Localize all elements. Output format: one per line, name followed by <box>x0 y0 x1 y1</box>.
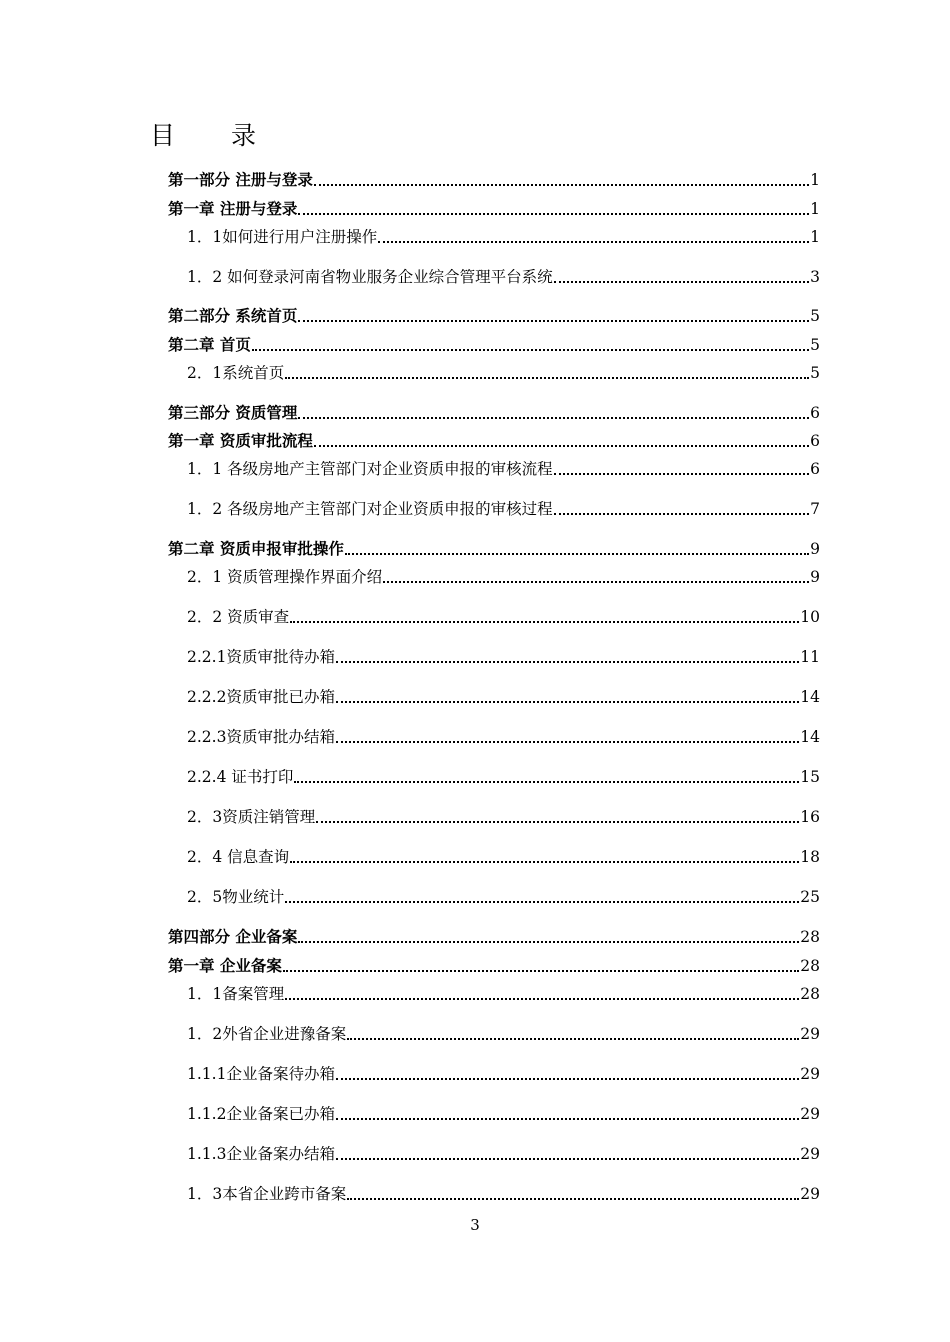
toc-entry[interactable] <box>187 265 820 289</box>
toc-entry-label: 第四部分 企业备案 <box>168 927 298 946</box>
toc-entry[interactable] <box>168 304 820 328</box>
toc-entry-label: 第二部分 系统首页 <box>168 306 298 325</box>
toc-entry[interactable] <box>187 845 820 869</box>
toc-dot-leader <box>383 580 809 583</box>
page-number: 3 <box>470 1216 480 1234</box>
toc-entry[interactable] <box>168 429 820 453</box>
toc-dot-leader <box>347 1197 799 1200</box>
toc-entry[interactable] <box>187 885 820 909</box>
toc-entry-label: 2．3资质注销管理 <box>187 808 316 826</box>
toc-entry-label: 2.2.2资质审批已办箱 <box>187 688 335 706</box>
toc-entry-label: 2.2.4 证书打印 <box>187 768 294 786</box>
toc-entry-page-number: 28 <box>800 985 820 1003</box>
toc-entry-page-number: 29 <box>800 1025 820 1043</box>
toc-entry-page-number: 14 <box>800 728 820 746</box>
toc-dot-leader <box>554 512 809 515</box>
toc-dot-leader <box>336 740 799 743</box>
toc-entry[interactable] <box>168 197 820 221</box>
toc-entry-page-number: 6 <box>810 404 820 422</box>
toc-dot-leader <box>336 700 799 703</box>
toc-entry-label: 1．2 如何登录河南省物业服务企业综合管理平台系统 <box>187 268 553 286</box>
toc-entry[interactable] <box>187 725 820 749</box>
toc-entry-label: 1．1备案管理 <box>187 985 285 1003</box>
toc-dot-leader <box>314 444 809 447</box>
toc-entry-page-number: 29 <box>800 1065 820 1083</box>
toc-dot-leader <box>345 552 809 555</box>
toc-entry-label: 2．4 信息查询 <box>187 848 290 866</box>
toc-entry[interactable] <box>187 457 820 481</box>
toc-entry-label: 1．1 各级房地产主管部门对企业资质申报的审核流程 <box>187 460 553 478</box>
toc-dot-leader <box>336 1157 799 1160</box>
toc-entry[interactable] <box>187 982 820 1006</box>
toc-entry[interactable] <box>187 1022 820 1046</box>
toc-entry-page-number: 9 <box>810 568 820 586</box>
toc-dot-leader <box>283 969 799 972</box>
toc-entry-label: 2.2.1资质审批待办箱 <box>187 648 335 666</box>
toc-dot-leader <box>336 660 799 663</box>
toc-dot-leader <box>378 240 809 243</box>
toc-dot-leader <box>336 1117 799 1120</box>
toc-entry-page-number: 16 <box>800 808 820 826</box>
toc-entry-label: 2．1系统首页 <box>187 364 285 382</box>
toc-dot-leader <box>314 183 809 186</box>
toc-entry[interactable] <box>187 805 820 829</box>
toc-entry-page-number: 1 <box>810 228 820 246</box>
toc-dot-leader <box>298 212 809 215</box>
toc-dot-leader <box>554 280 809 283</box>
toc-entry-page-number: 5 <box>810 336 820 354</box>
toc-entry-label: 1.1.2企业备案已办箱 <box>187 1105 335 1123</box>
toc-entry[interactable] <box>168 925 820 949</box>
toc-entry-page-number: 9 <box>810 540 820 558</box>
toc-entry-page-number: 14 <box>800 688 820 706</box>
toc-dot-leader <box>298 940 799 943</box>
toc-entry-page-number: 6 <box>810 432 820 450</box>
toc-title: 目 录 <box>150 121 280 150</box>
toc-entry[interactable] <box>187 565 820 589</box>
toc-dot-leader <box>294 780 799 783</box>
toc-entry[interactable] <box>187 1102 820 1126</box>
toc-entry-label: 1．3本省企业跨市备案 <box>187 1185 347 1203</box>
toc-entry-page-number: 18 <box>800 848 820 866</box>
toc-dot-leader <box>285 376 809 379</box>
toc-entry-label: 2．1 资质管理操作界面介绍 <box>187 568 383 586</box>
toc-entry-label: 第一章 注册与登录 <box>168 199 298 218</box>
toc-entry[interactable] <box>187 605 820 629</box>
toc-entry-label: 2．5物业统计 <box>187 888 285 906</box>
toc-dot-leader <box>252 348 809 351</box>
toc-entry-page-number: 7 <box>810 500 820 518</box>
toc-entry-page-number: 1 <box>810 171 820 189</box>
toc-entry-page-number: 25 <box>800 888 820 906</box>
toc-entry-page-number: 28 <box>800 957 820 975</box>
toc-entry[interactable] <box>187 1062 820 1086</box>
toc-entry-page-number: 11 <box>800 648 820 666</box>
toc-dot-leader <box>336 1077 799 1080</box>
toc-entry[interactable] <box>187 225 820 249</box>
toc-entry-label: 第一章 资质审批流程 <box>168 431 313 450</box>
toc-dot-leader <box>316 820 799 823</box>
toc-entry[interactable] <box>187 645 820 669</box>
toc-entry-page-number: 5 <box>810 364 820 382</box>
toc-entry-label: 1．1如何进行用户注册操作 <box>187 228 378 246</box>
toc-entry[interactable] <box>187 1142 820 1166</box>
toc-entry[interactable] <box>187 1182 820 1206</box>
toc-entry[interactable] <box>168 537 820 561</box>
toc-entry-label: 第三部分 资质管理 <box>168 403 298 422</box>
toc-entry[interactable] <box>187 497 820 521</box>
toc-entry-page-number: 1 <box>810 200 820 218</box>
toc-entry[interactable] <box>168 401 820 425</box>
toc-dot-leader <box>290 860 799 863</box>
toc-entry-page-number: 29 <box>800 1105 820 1123</box>
toc-dot-leader <box>285 997 799 1000</box>
toc-entry[interactable] <box>187 361 820 385</box>
toc-entry-page-number: 10 <box>800 608 820 626</box>
toc-dot-leader <box>347 1037 799 1040</box>
toc-dot-leader <box>298 416 809 419</box>
toc-entry-page-number: 5 <box>810 307 820 325</box>
toc-entry-label: 第一章 企业备案 <box>168 956 282 975</box>
toc-entry-page-number: 15 <box>800 768 820 786</box>
toc-entry[interactable] <box>187 685 820 709</box>
toc-entry-label: 2．2 资质审查 <box>187 608 290 626</box>
toc-entry-label: 1．2外省企业进豫备案 <box>187 1025 347 1043</box>
toc-entry-label: 第一部分 注册与登录 <box>168 170 313 189</box>
toc-entry[interactable] <box>168 168 820 192</box>
toc-entry-label: 第二章 资质申报审批操作 <box>168 539 344 558</box>
toc-dot-leader <box>298 319 809 322</box>
toc-dot-leader <box>554 472 809 475</box>
toc-entry-page-number: 6 <box>810 460 820 478</box>
toc-entry[interactable] <box>168 954 820 978</box>
toc-entry-page-number: 3 <box>810 268 820 286</box>
toc-dot-leader <box>285 900 799 903</box>
toc-entry-label: 1．2 各级房地产主管部门对企业资质申报的审核过程 <box>187 500 553 518</box>
toc-dot-leader <box>290 620 799 623</box>
toc-entry[interactable] <box>168 333 820 357</box>
toc-entry-page-number: 28 <box>800 928 820 946</box>
toc-entry-label: 1.1.3企业备案办结箱 <box>187 1145 335 1163</box>
toc-entry-label: 第二章 首页 <box>168 335 251 354</box>
toc-entry-label: 1.1.1企业备案待办箱 <box>187 1065 335 1083</box>
toc-entry-page-number: 29 <box>800 1185 820 1203</box>
toc-entry-label: 2.2.3资质审批办结箱 <box>187 728 335 746</box>
toc-entry-page-number: 29 <box>800 1145 820 1163</box>
toc-entry[interactable] <box>187 765 820 789</box>
